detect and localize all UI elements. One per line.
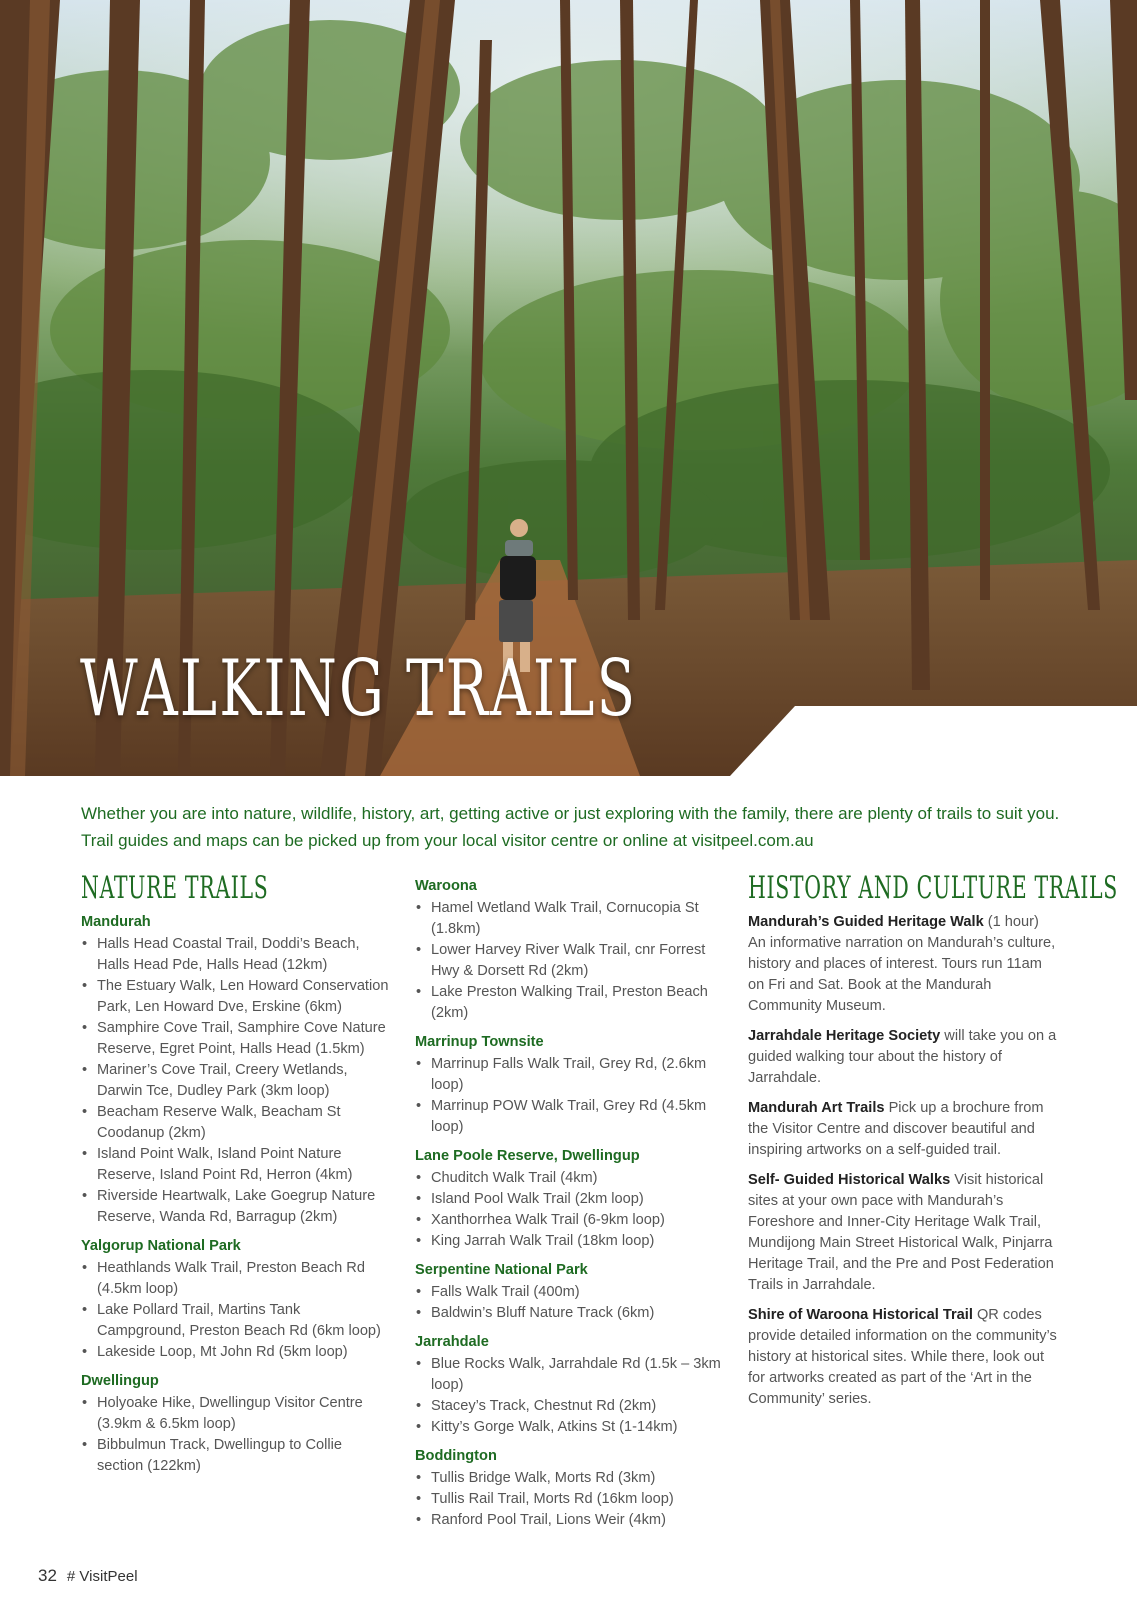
history-entry bbox=[748, 1305, 1058, 1410]
region-heading: Lane Poole Reserve, Dwellingup bbox=[415, 1148, 640, 1164]
list-item: • Holyoake Hike, Dwellingup Visitor Centre (3.9km & 6.5km loop) bbox=[81, 1393, 391, 1435]
list-item: • Mariner’s Cove Trail, Creery Wetlands, Darwin Tce, Dudley Park (3km loop) bbox=[81, 1060, 391, 1102]
list-item: • Stacey’s Track, Chestnut Rd (2km) bbox=[415, 1396, 725, 1417]
history-entry-name: Mandurah’s Guided Heritage Walk bbox=[748, 914, 984, 930]
history-entry bbox=[748, 912, 1058, 1017]
region-heading: Waroona bbox=[415, 878, 477, 894]
list-item: • Island Pool Walk Trail (2km loop) bbox=[415, 1189, 725, 1210]
list-item: • The Estuary Walk, Len Howard Conservation Park, Len Howard Dve, Erskine (6km) bbox=[81, 976, 391, 1018]
list-item: • Chuditch Walk Trail (4km) bbox=[415, 1168, 725, 1189]
region-heading: Marrinup Townsite bbox=[415, 1034, 544, 1050]
history-entry-name: Self- Guided Historical Walks bbox=[748, 1172, 951, 1188]
list-item: • Baldwin’s Bluff Nature Track (6km) bbox=[415, 1303, 725, 1324]
list-item: • King Jarrah Walk Trail (18km loop) bbox=[415, 1231, 725, 1252]
region-heading: Mandurah bbox=[81, 914, 151, 930]
list-item: • Marrinup Falls Walk Trail, Grey Rd, (2.6km loop) bbox=[415, 1054, 725, 1096]
trail-list bbox=[415, 1282, 725, 1324]
history-trails-column bbox=[748, 870, 1118, 1419]
history-entry bbox=[748, 1098, 1058, 1161]
list-item: • Halls Head Coastal Trail, Doddi’s Beach, Halls Head Pde, Halls Head (12km) bbox=[81, 934, 391, 976]
history-entry-text: Visit historical sites at your own pace with Mandurah’s Foreshore and Inner-City Heritage Walk Trail, Mundijong Main Street Historical Walk, Pinjarra Heritage Trail, and the Pre and Post Federation Trails in Jarrahdale. bbox=[748, 1172, 1054, 1293]
list-item: • Lake Preston Walking Trail, Preston Beach (2km) bbox=[415, 982, 725, 1024]
list-item: • Lake Pollard Trail, Martins Tank Campground, Preston Beach Rd (6km loop) bbox=[81, 1300, 391, 1342]
trail-list bbox=[415, 1468, 725, 1531]
list-item: • Beacham Reserve Walk, Beacham St Coodanup (2km) bbox=[81, 1102, 391, 1144]
history-entry-text: (1 hour) An informative narration on Mandurah’s culture, history and places of interest. Tours run 11am on Fri and Sat. Book at the Mandurah Community Museum. bbox=[748, 914, 1056, 1014]
hero-photo bbox=[0, 0, 1137, 776]
list-item: • Lakeside Loop, Mt John Rd (5km loop) bbox=[81, 1342, 391, 1363]
trail-list bbox=[81, 1258, 391, 1363]
region-heading: Yalgorup National Park bbox=[81, 1238, 241, 1254]
list-item: • Blue Rocks Walk, Jarrahdale Rd (1.5k – 3km loop) bbox=[415, 1354, 725, 1396]
nature-trails-column-1 bbox=[81, 870, 391, 1477]
list-item: • Tullis Bridge Walk, Morts Rd (3km) bbox=[415, 1468, 725, 1489]
list-item: • Bibbulmun Track, Dwellingup to Collie section (122km) bbox=[81, 1435, 391, 1477]
list-item: • Xanthorrhea Walk Trail (6-9km loop) bbox=[415, 1210, 725, 1231]
history-entry bbox=[748, 1026, 1058, 1089]
list-item: • Island Point Walk, Island Point Nature Reserve, Island Point Rd, Herron (4km) bbox=[81, 1144, 391, 1186]
list-item: • Tullis Rail Trail, Morts Rd (16km loop) bbox=[415, 1489, 725, 1510]
region-heading: Serpentine National Park bbox=[415, 1262, 588, 1278]
region-heading: Jarrahdale bbox=[415, 1334, 489, 1350]
list-item: • Kitty’s Gorge Walk, Atkins St (1-14km) bbox=[415, 1417, 725, 1438]
page-title: WALKING TRAILS bbox=[80, 644, 638, 734]
region-heading: Dwellingup bbox=[81, 1373, 159, 1389]
nature-trails-column-2 bbox=[415, 876, 725, 1531]
list-item: • Hamel Wetland Walk Trail, Cornucopia St (1.8km) bbox=[415, 898, 725, 940]
history-trails-heading: HISTORY AND CULTURE TRAILS bbox=[748, 870, 1118, 906]
hashtag: # VisitPeel bbox=[66, 1568, 138, 1585]
list-item: • Samphire Cove Trail, Samphire Cove Nature Reserve, Egret Point, Halls Head (1.5km) bbox=[81, 1018, 391, 1060]
list-item: • Heathlands Walk Trail, Preston Beach Rd (4.5km loop) bbox=[81, 1258, 391, 1300]
history-entry bbox=[748, 1170, 1058, 1296]
list-item: • Lower Harvey River Walk Trail, cnr Forrest Hwy & Dorsett Rd (2km) bbox=[415, 940, 725, 982]
trail-list bbox=[415, 1054, 725, 1138]
list-item: • Marrinup POW Walk Trail, Grey Rd (4.5km loop) bbox=[415, 1096, 725, 1138]
history-entry-text: QR codes provide detailed information on the community’s history at historical sites. While there, look out for artworks created as part of the ‘Art in the Community’ series. bbox=[748, 1307, 1057, 1407]
history-entry-text: will take you on a guided walking tour about the history of Jarrahdale. bbox=[748, 1028, 1057, 1086]
region-heading: Boddington bbox=[415, 1448, 497, 1464]
trail-list bbox=[415, 1354, 725, 1438]
trail-list bbox=[81, 934, 391, 1228]
list-item: • Ranford Pool Trail, Lions Weir (4km) bbox=[415, 1510, 725, 1531]
nature-trails-heading: NATURE TRAILS bbox=[81, 870, 269, 906]
history-entry-name: Shire of Waroona Historical Trail bbox=[748, 1307, 973, 1323]
page-footer bbox=[38, 1566, 138, 1586]
page-number: 32 bbox=[38, 1566, 57, 1585]
trail-list bbox=[415, 1168, 725, 1252]
history-entry-name: Mandurah Art Trails bbox=[748, 1100, 885, 1116]
intro-paragraph: Whether you are into nature, wildlife, history, art, getting active or just exploring with the family, there are plenty of trails to suit you. Trail guides and maps can be picked up from your local visitor centre or online at visitpeel.com.au bbox=[81, 804, 1060, 850]
history-entry-name: Jarrahdale Heritage Society bbox=[748, 1028, 941, 1044]
history-entry-text: Pick up a brochure from the Visitor Centre and discover beautiful and inspiring artworks on a self-guided trail. bbox=[748, 1100, 1044, 1158]
trail-list bbox=[415, 898, 725, 1024]
list-item: • Riverside Heartwalk, Lake Goegrup Nature Reserve, Wanda Rd, Barragup (2km) bbox=[81, 1186, 391, 1228]
trail-list bbox=[81, 1393, 391, 1477]
list-item: • Falls Walk Trail (400m) bbox=[415, 1282, 725, 1303]
